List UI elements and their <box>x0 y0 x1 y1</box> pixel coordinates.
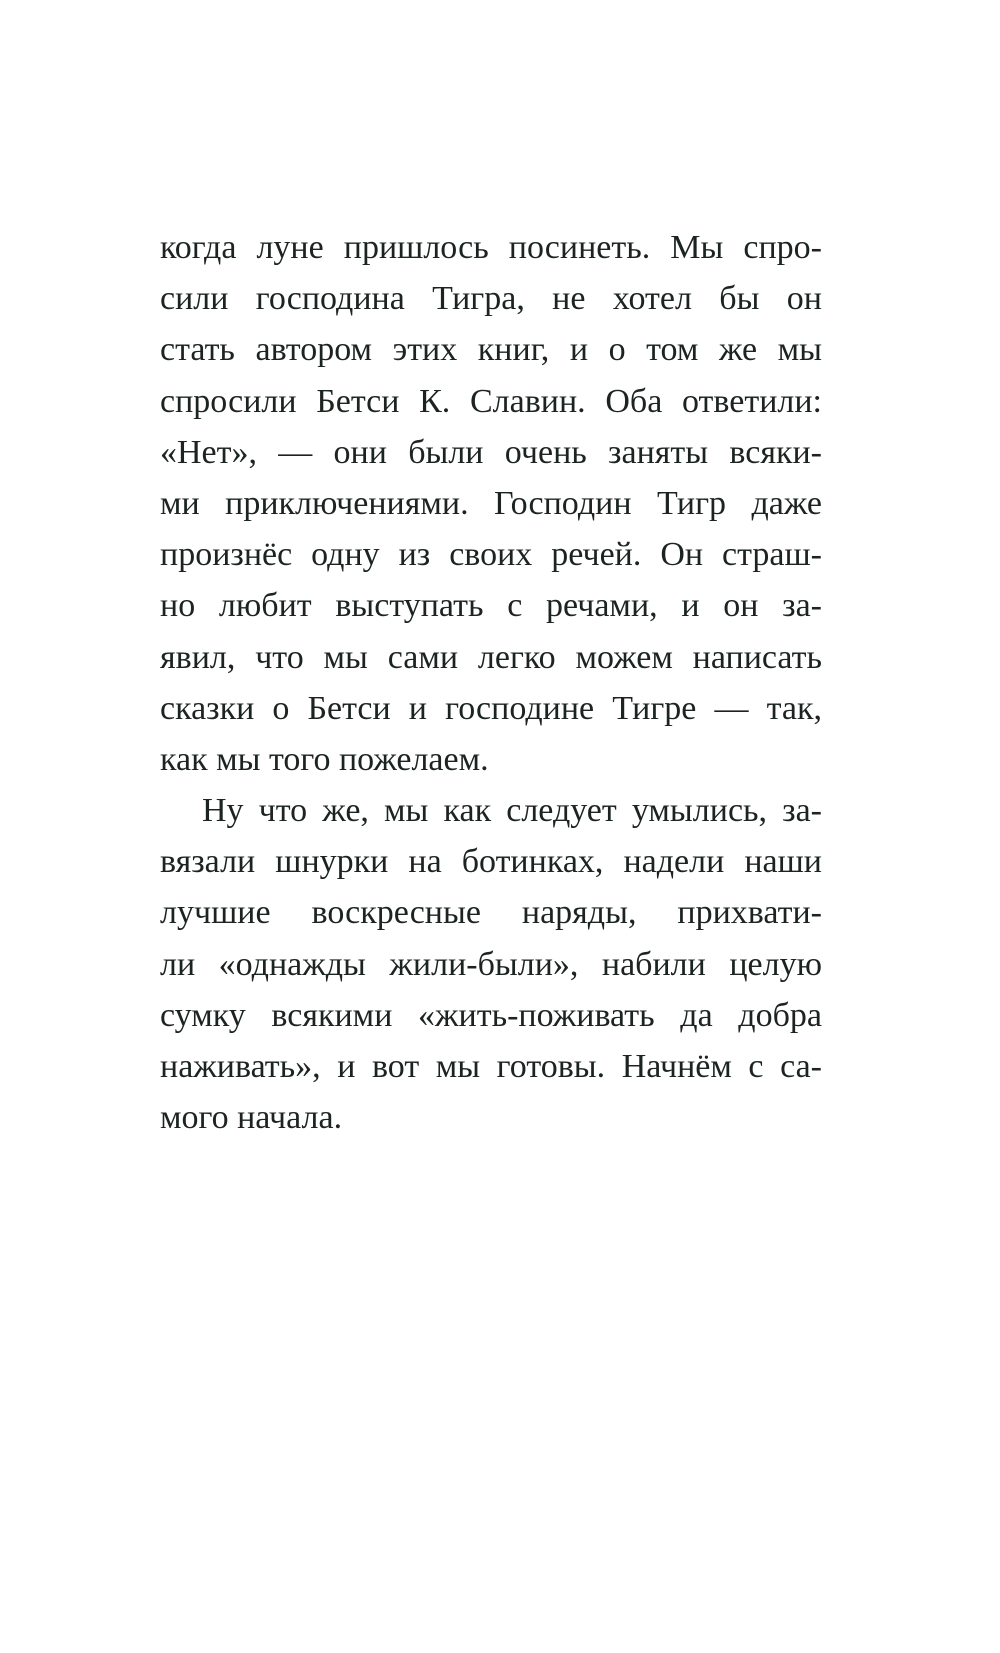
text-line: ли «однажды жили-были», набили целую <box>160 945 822 983</box>
text-line: явил, что мы сами легко можем написать <box>160 638 822 676</box>
text-line: сумку всякими «жить-поживать да добра <box>160 996 822 1034</box>
text-line: мого начала. <box>160 1099 343 1137</box>
text-line: произнёс одну из своих речей. Он страш- <box>160 536 822 574</box>
text-line: сказки о Бетси и господине Тигре — так, <box>160 689 822 727</box>
text-line: когда луне пришлось посинеть. Мы спро- <box>160 229 822 266</box>
text-line: ми приключениями. Господин Тигр даже <box>160 484 822 522</box>
text-line: как мы того пожелаем. <box>160 740 489 778</box>
text-line: «Нет», — они были очень заняты всяки- <box>160 433 822 471</box>
paragraph-1 <box>160 222 822 785</box>
text-line: стать автором этих книг, и о том же мы <box>160 331 822 369</box>
text-line: Ну что же, мы как следует умылись, за- <box>202 792 822 830</box>
text-line: сили господина Тигра, не хотел бы он <box>160 280 822 318</box>
text-line: вязали шнурки на ботинках, надели наши <box>160 843 822 881</box>
text-line: спросили Бетси К. Славин. Оба ответили: <box>160 382 822 420</box>
text-line: но любит выступать с речами, и он за- <box>160 587 822 625</box>
text-line: наживать», и вот мы готовы. Начнём с са- <box>160 1048 822 1085</box>
paragraph-2 <box>160 785 822 1143</box>
page-body-text <box>160 222 822 1143</box>
text-line: лучшие воскресные наряды, прихвати- <box>160 894 822 932</box>
